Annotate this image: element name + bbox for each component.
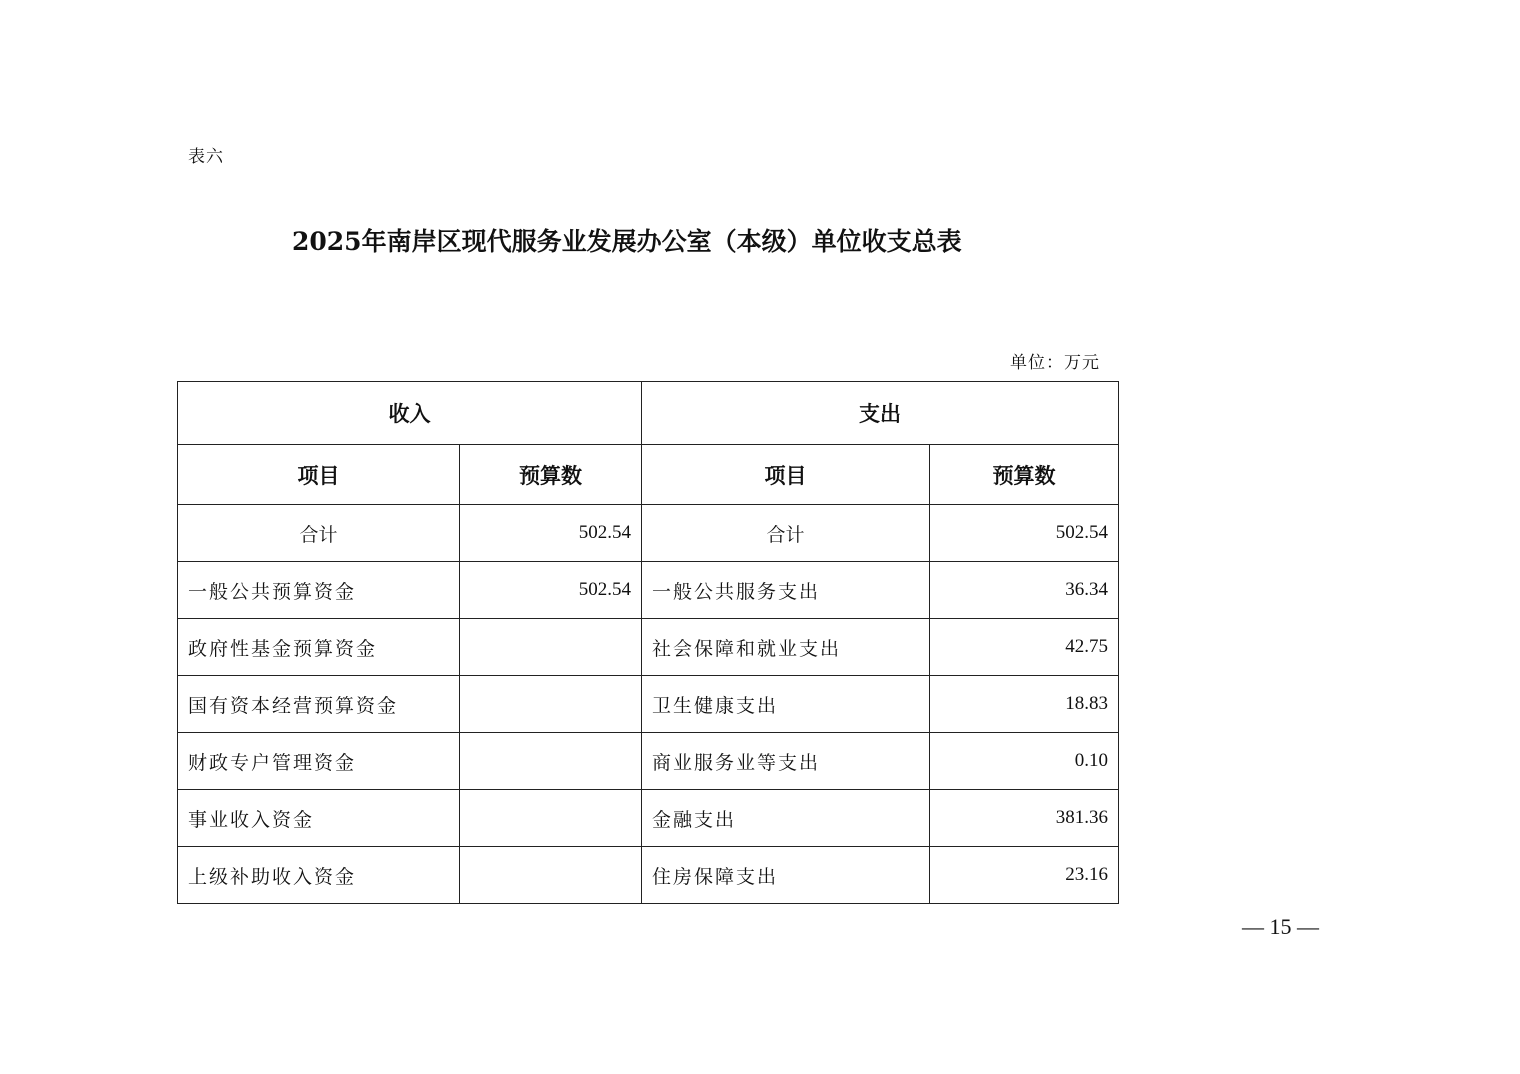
table-row [178, 847, 1119, 904]
income-value [460, 733, 642, 790]
income-section-header: 收入 [178, 382, 642, 445]
income-item: 事业收入资金 [178, 790, 460, 847]
total-row [178, 505, 1119, 562]
income-total-label: 合计 [178, 505, 460, 562]
income-item: 上级补助收入资金 [178, 847, 460, 904]
income-item: 一般公共预算资金 [178, 562, 460, 619]
income-item: 财政专户管理资金 [178, 733, 460, 790]
column-header-row [178, 445, 1119, 505]
document-title: 2025年南岸区现代服务业发展办公室（本级）单位收支总表 [292, 227, 962, 256]
table-row [178, 733, 1119, 790]
income-value: 502.54 [460, 562, 642, 619]
expense-budget-column-header: 预算数 [930, 445, 1119, 505]
expense-item-column-header: 项目 [642, 445, 930, 505]
expense-total-value: 502.54 [930, 505, 1119, 562]
income-budget-column-header: 预算数 [460, 445, 642, 505]
expense-item: 一般公共服务支出 [642, 562, 930, 619]
expense-value: 23.16 [930, 847, 1119, 904]
page-number: — 15 — [1242, 914, 1319, 939]
budget-summary-table [177, 381, 1119, 904]
expense-value: 0.10 [930, 733, 1119, 790]
expense-value: 42.75 [930, 619, 1119, 676]
expense-item: 住房保障支出 [642, 847, 930, 904]
table-row [178, 619, 1119, 676]
table-label: 表六 [188, 147, 224, 167]
expense-value: 36.34 [930, 562, 1119, 619]
income-value [460, 790, 642, 847]
table-row [178, 790, 1119, 847]
expense-item: 商业服务业等支出 [642, 733, 930, 790]
table-row [178, 676, 1119, 733]
expense-value: 381.36 [930, 790, 1119, 847]
expense-item: 卫生健康支出 [642, 676, 930, 733]
income-value [460, 847, 642, 904]
expense-value: 18.83 [930, 676, 1119, 733]
income-total-value: 502.54 [460, 505, 642, 562]
table-row [178, 562, 1119, 619]
unit-note: 单位：万元 [1010, 353, 1100, 373]
income-item: 国有资本经营预算资金 [178, 676, 460, 733]
section-header-row [178, 382, 1119, 445]
expense-item: 金融支出 [642, 790, 930, 847]
income-value [460, 619, 642, 676]
income-value [460, 676, 642, 733]
income-item: 政府性基金预算资金 [178, 619, 460, 676]
expense-total-label: 合计 [642, 505, 930, 562]
expense-section-header: 支出 [642, 382, 1119, 445]
expense-item: 社会保障和就业支出 [642, 619, 930, 676]
income-item-column-header: 项目 [178, 445, 460, 505]
